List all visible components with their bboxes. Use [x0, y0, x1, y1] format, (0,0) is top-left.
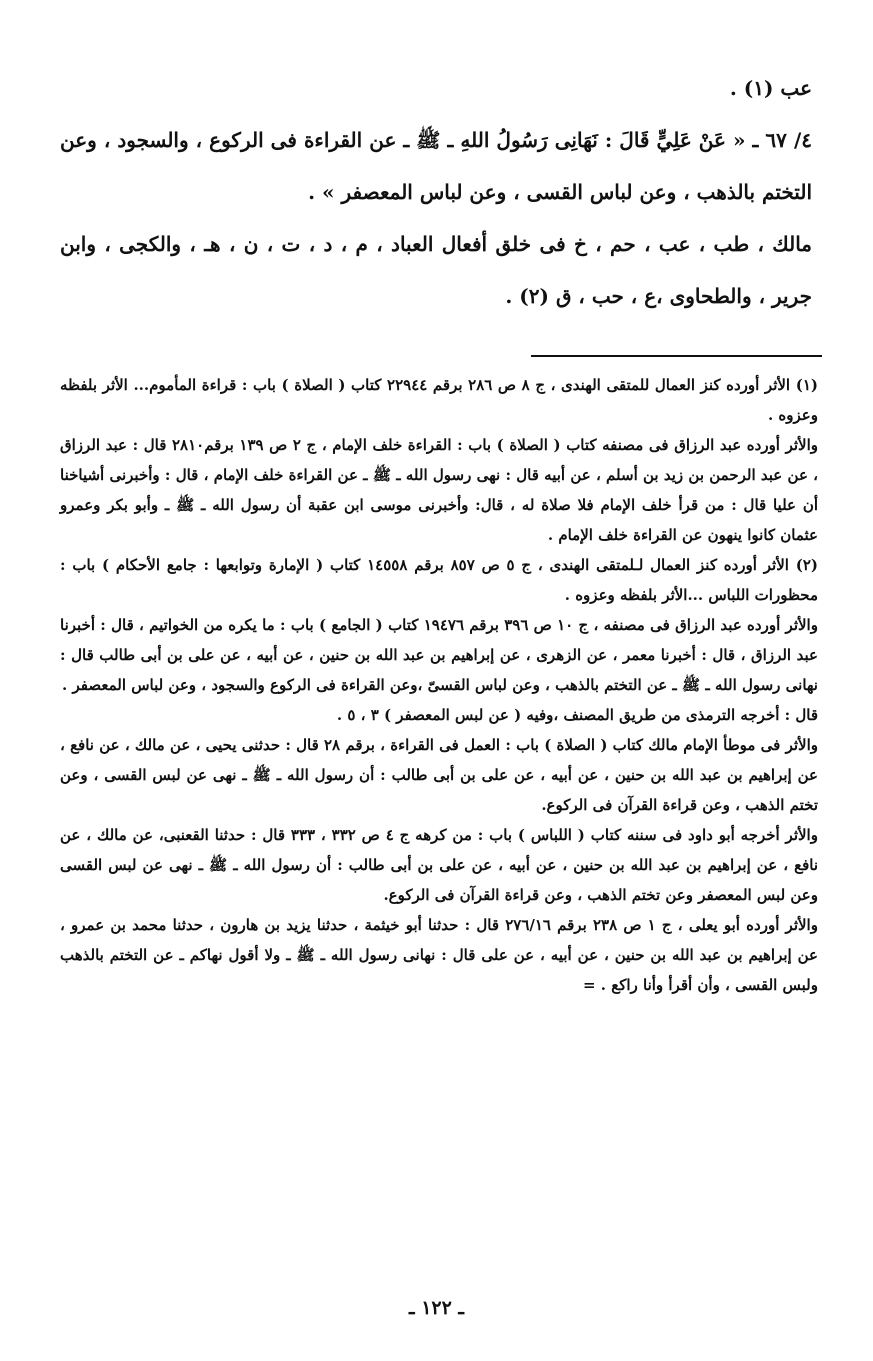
hadith-text: ٤/ ٦٧ ـ « عَنْ عَلِيٍّ قَالَ : نَهَانِى رَسُولُ اللهِ ـ ﷺ ـ عن القراءة فى الركوع ، والسجود ، وعن التختم بالذهب ، وعن لباس القسى ، وعن لباس المعصفر » .: [60, 128, 812, 204]
footnote-2-abu-yala: والأثر أورده أبو يعلى ، ج ١ ص ٢٣٨ برقم ٢٧٦/١٦ قال : حدثنا أبو خيثمة ، حدثنا يزيد بن هارون ، حدثنا محمد بن عمرو ، عن إبراهيم بن عبد الله بن حنين ، عن أبيه ، عن على قال : نهانى رسول الله ـ ﷺ ـ ولا أقول نهاكم ـ عن التختم بالذهب ولبس القسى ، وأن أقرأ وأنا راكع . =: [60, 916, 818, 994]
footnote-1-abd-al-razzaq: والأثر أورده عبد الرزاق فى مصنفه كتاب ( الصلاة ) باب : القراءة خلف الإمام ، ج ٢ ص ١٣٩ برقم٢٨١٠ قال : عبد الرزاق ، عن عبد الرحمن بن زيد بن أسلم ، عن أبيه قال : نهى رسول الله ـ ﷺ ـ عن القراءة خلف الإمام ، قال : وأخبرنى أشياخنا أن عليا قال : من قرأ خلف الإمام فلا صلاة له ، قال: وأخبرنى موسى ابن عقبة أن رسول الله ـ ﷺ ـ وأبو بكر وعمرو عثمان كانوا ينهون عن القراءة خلف الإمام .: [60, 436, 818, 544]
footnote-2-abd-al-razzaq: والأثر أورده عبد الرزاق فى مصنفه ، ج ١٠ ص ٣٩٦ برقم ١٩٤٧٦ كتاب ( الجامع ) باب : ما يكره من الخواتيم ، قال : أخبرنا عبد الرزاق ، قال : أخبرنا معمر ، عن الزهرى ، عن إبراهيم بن عبد الله بن حنين ، عن أبيه ، عن على بن أبى طالب قال : نهانى رسول الله ـ ﷺ ـ عن التختم بالذهب ، وعن لباس القسىّ ،وعن القراءة فى الركوع والسجود ، وعن لباس المعصفر .: [60, 616, 818, 694]
footnote-separator: [531, 355, 822, 357]
hadith-sources: مالك ، طب ، عب ، حم ، خ فى خلق أفعال العباد ، م ، د ، ت ، ن ، هـ ، والكجى ، وابن جرير ، والطحاوى ،ع ، حب ، ق (٢) .: [60, 232, 812, 308]
footnote-2-tirmidhi: قال : أخرجه الترمذى من طريق المصنف ،وفيه ( عن لبس المعصفر ) ٣ ، ٥ .: [336, 706, 818, 724]
footnote-1: (١) الأثر أورده كنز العمال للمتقى الهندى ، ج ٨ ص ٢٨٦ برقم ٢٢٩٤٤ كتاب ( الصلاة ) باب : قراءة المأموم... الأثر بلفظه وعزوه .: [60, 376, 818, 424]
page-number: ـ ١٢٢ ـ: [409, 1297, 464, 1319]
main-line-reference: عب (١) .: [729, 76, 812, 100]
footnote-2-abu-dawud: والأثر أخرجه أبو داود فى سننه كتاب ( اللباس ) باب : من كرهه ج ٤ ص ٣٣٢ ، ٣٣٣ قال : حدثنا القعنبى، عن مالك ، عن نافع ، عن إبراهيم بن عبد الله بن حنين ، عن أبيه ، عن على بن أبى طالب : أن رسول الله ـ ﷺ ـ نهى عن لبس القسى وعن لبس المعصفر وعن تختم الذهب ، وعن قراءة القرآن فى الركوع.: [60, 826, 818, 904]
main-text: [60, 62, 812, 322]
footnote-2-muwatta: والأثر فى موطأ الإمام مالك كتاب ( الصلاة ) باب : العمل فى القراءة ، برقم ٢٨ قال : حدثنى يحيى ، عن مالك ، عن نافع ، عن إبراهيم بن عبد الله بن حنين ، عن أبيه ، عن على بن أبى طالب : أن رسول الله ـ ﷺ ـ نهى عن لبس القسى ، وعن تختم الذهب ، وعن قراءة القرآن فى الركوع.: [60, 736, 818, 814]
footnotes: [60, 370, 818, 1000]
footnote-2: (٢) الأثر أورده كنز العمال لـلمتقى الهندى ، ج ٥ ص ٨٥٧ برقم ١٤٥٥٨ كتاب ( الإمارة وتوابعها : جامع الأحكام ) باب : محظورات اللباس ...الأثر بلفظه وعزوه .: [60, 556, 818, 604]
